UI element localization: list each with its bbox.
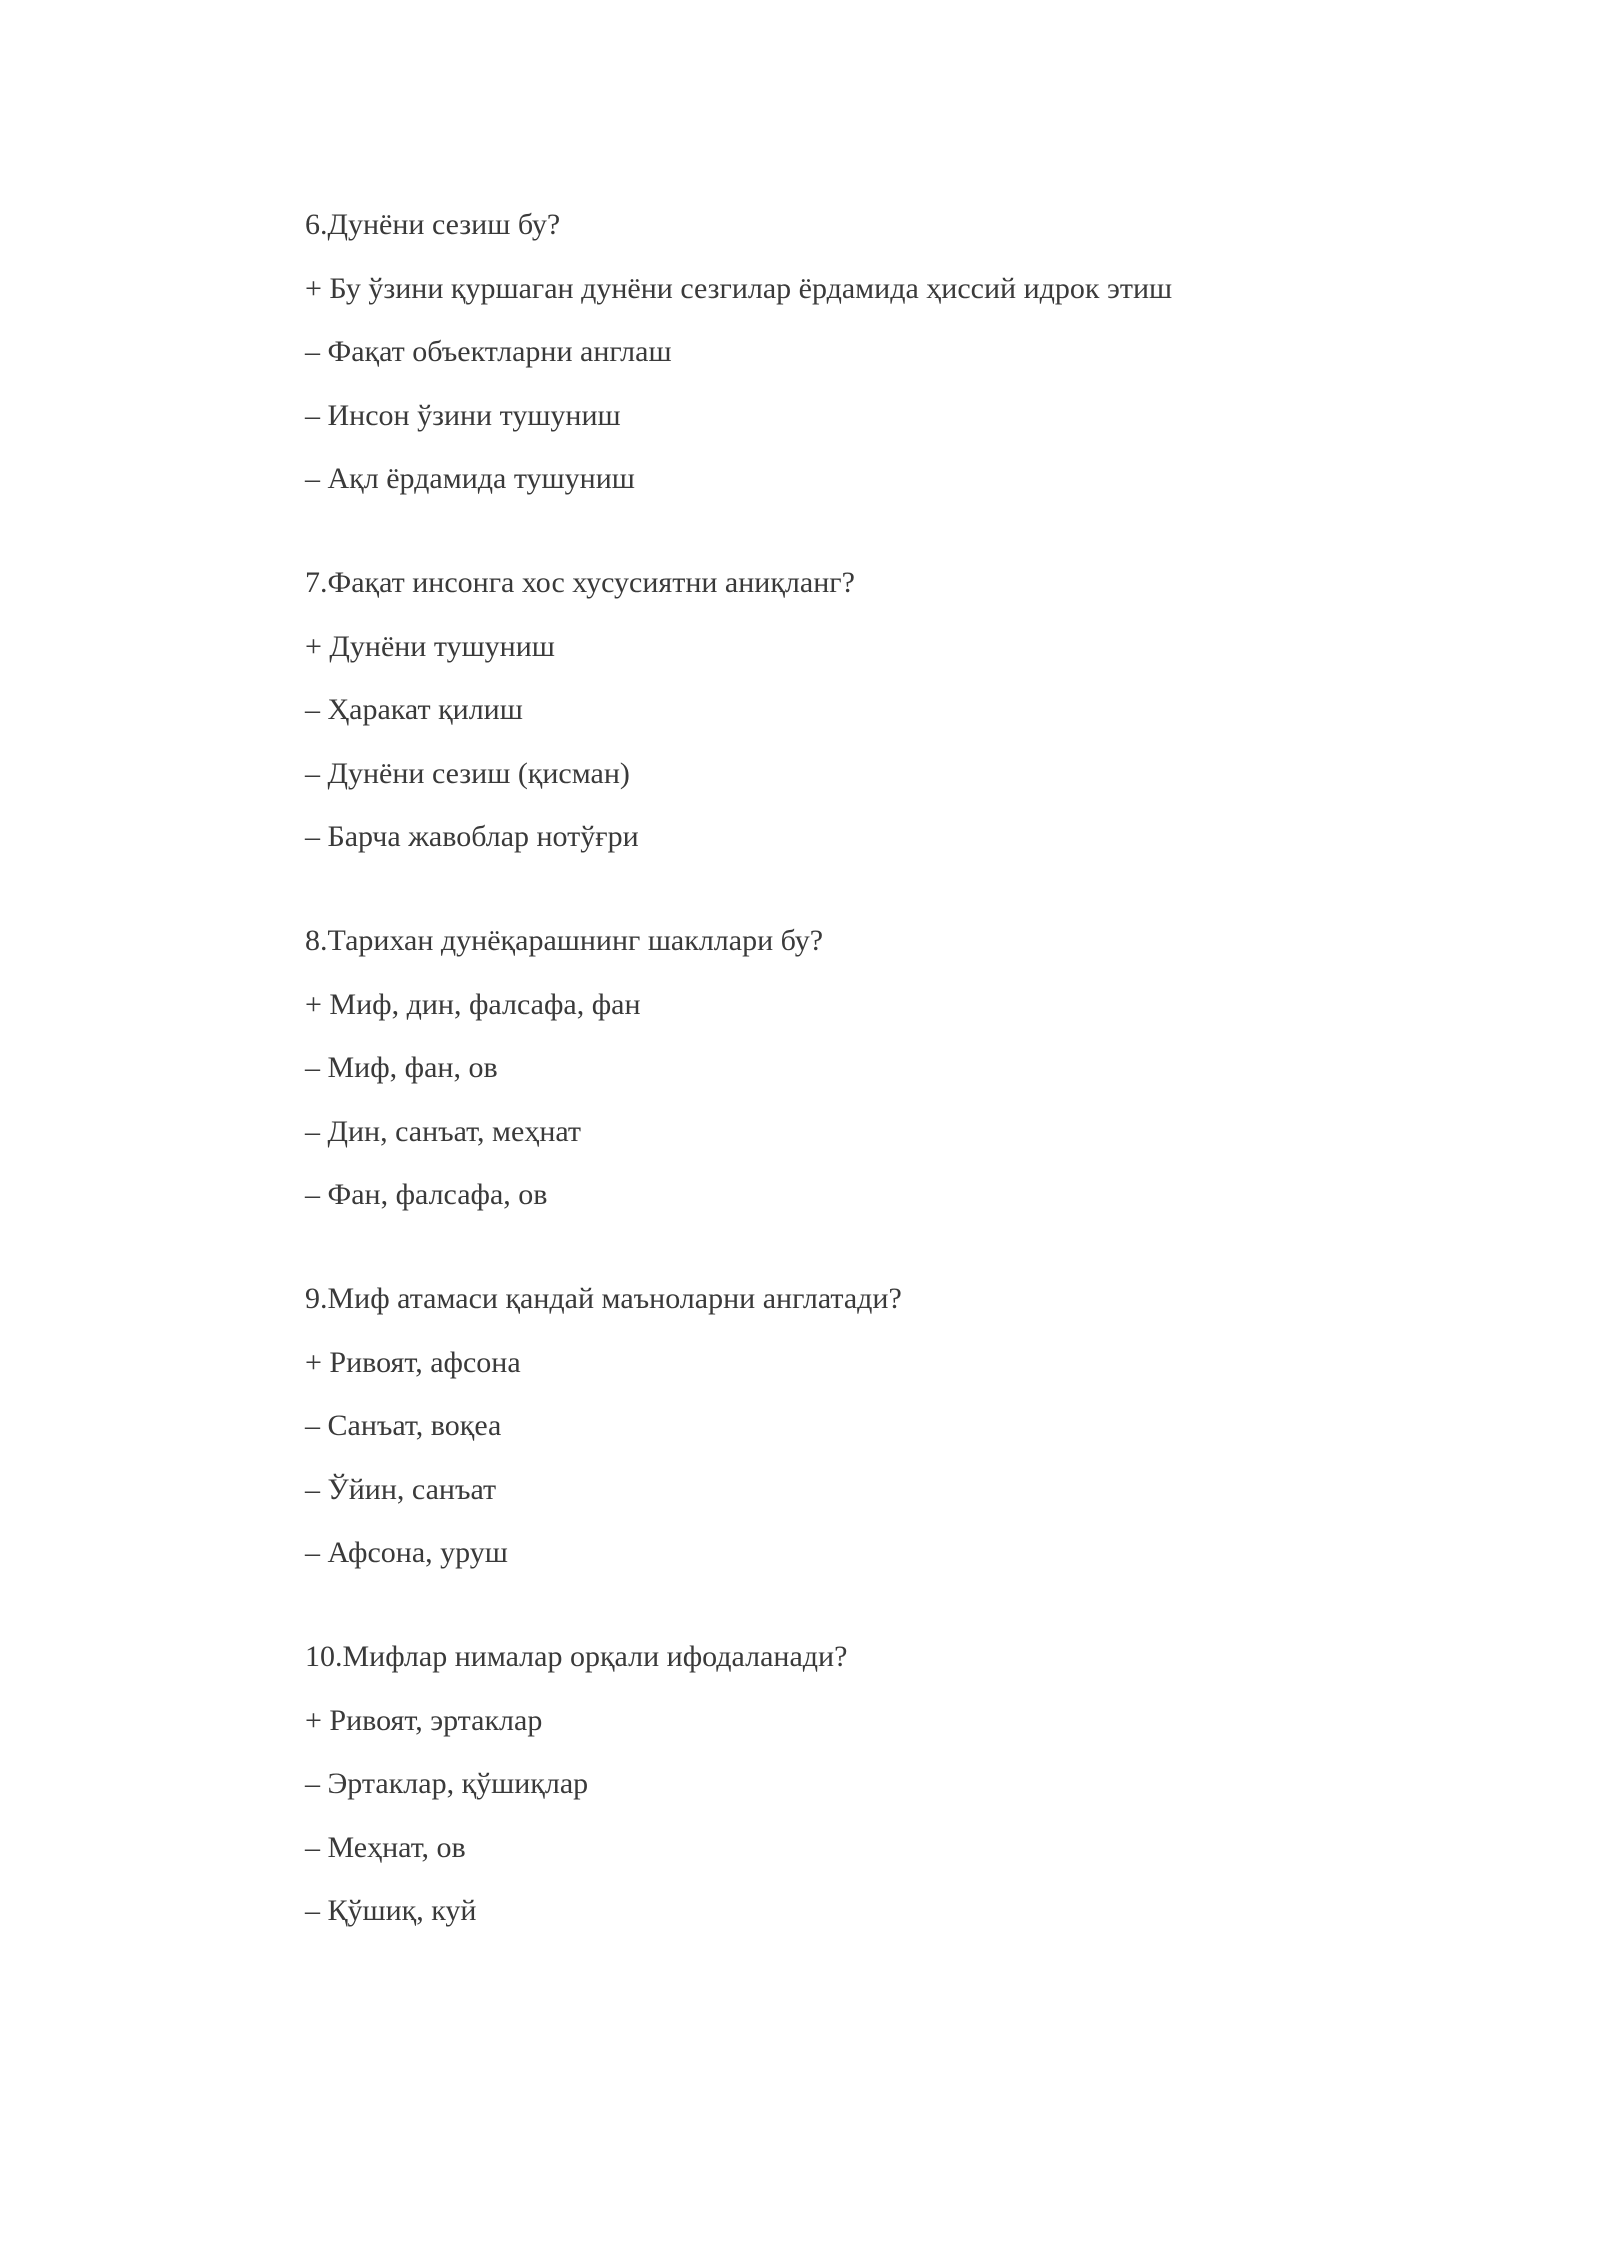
answer-correct: + Ривоят, афсона [305,1345,521,1379]
answer-option: – Фақат объектларни англаш [305,335,672,368]
answer-correct: + Бу ўзини қуршаган дунёни сезгилар ёрдамида ҳиссий идрок этиш [305,271,1173,305]
question-text: 8.Тарихан дунёқарашнинг шакллари бу? [305,924,824,957]
question-block-7 [305,563,1405,857]
document-page [305,205,1405,1995]
answer-option: – Афсона, уруш [305,1536,508,1569]
answer-option: – Ҳаракат қилиш [305,693,523,726]
question-text: 10.Мифлар нималар орқали ифодаланади? [305,1640,848,1673]
question-block-8 [305,921,1405,1215]
answer-option: – Инсон ўзини тушуниш [305,398,621,432]
answer-option: – Дунёни сезиш (қисман) [305,756,630,790]
question-block-10 [305,1637,1405,1931]
answer-option: – Ақл ёрдамида тушуниш [305,462,635,495]
question-text: 9.Миф атамаси қандай маъноларни англатади? [305,1282,902,1315]
answer-option: – Санъат, воқеа [305,1409,502,1442]
answer-option: – Эртаклар, қўшиқлар [305,1767,589,1800]
answer-option: – Меҳнат, ов [305,1830,466,1864]
answer-option: – Қўшиқ, куй [305,1894,477,1927]
answer-correct: + Ривоят, эртаклар [305,1703,543,1737]
answer-option: – Барча жавоблар нотўғри [305,820,639,853]
answer-option: – Дин, санъат, меҳнат [305,1114,582,1148]
answer-correct: + Дунёни тушуниш [305,629,555,663]
question-block-6 [305,205,1405,499]
question-block-9 [305,1279,1405,1573]
answer-option: – Ўйин, санъат [305,1472,497,1506]
answer-option: – Миф, фан, ов [305,1051,498,1084]
answer-correct: + Миф, дин, фалсафа, фан [305,987,641,1021]
question-text: 7.Фақат инсонга хос хусусиятни аниқланг? [305,566,855,599]
question-text: 6.Дунёни сезиш бу? [305,208,561,241]
answer-option: – Фан, фалсафа, ов [305,1178,548,1211]
